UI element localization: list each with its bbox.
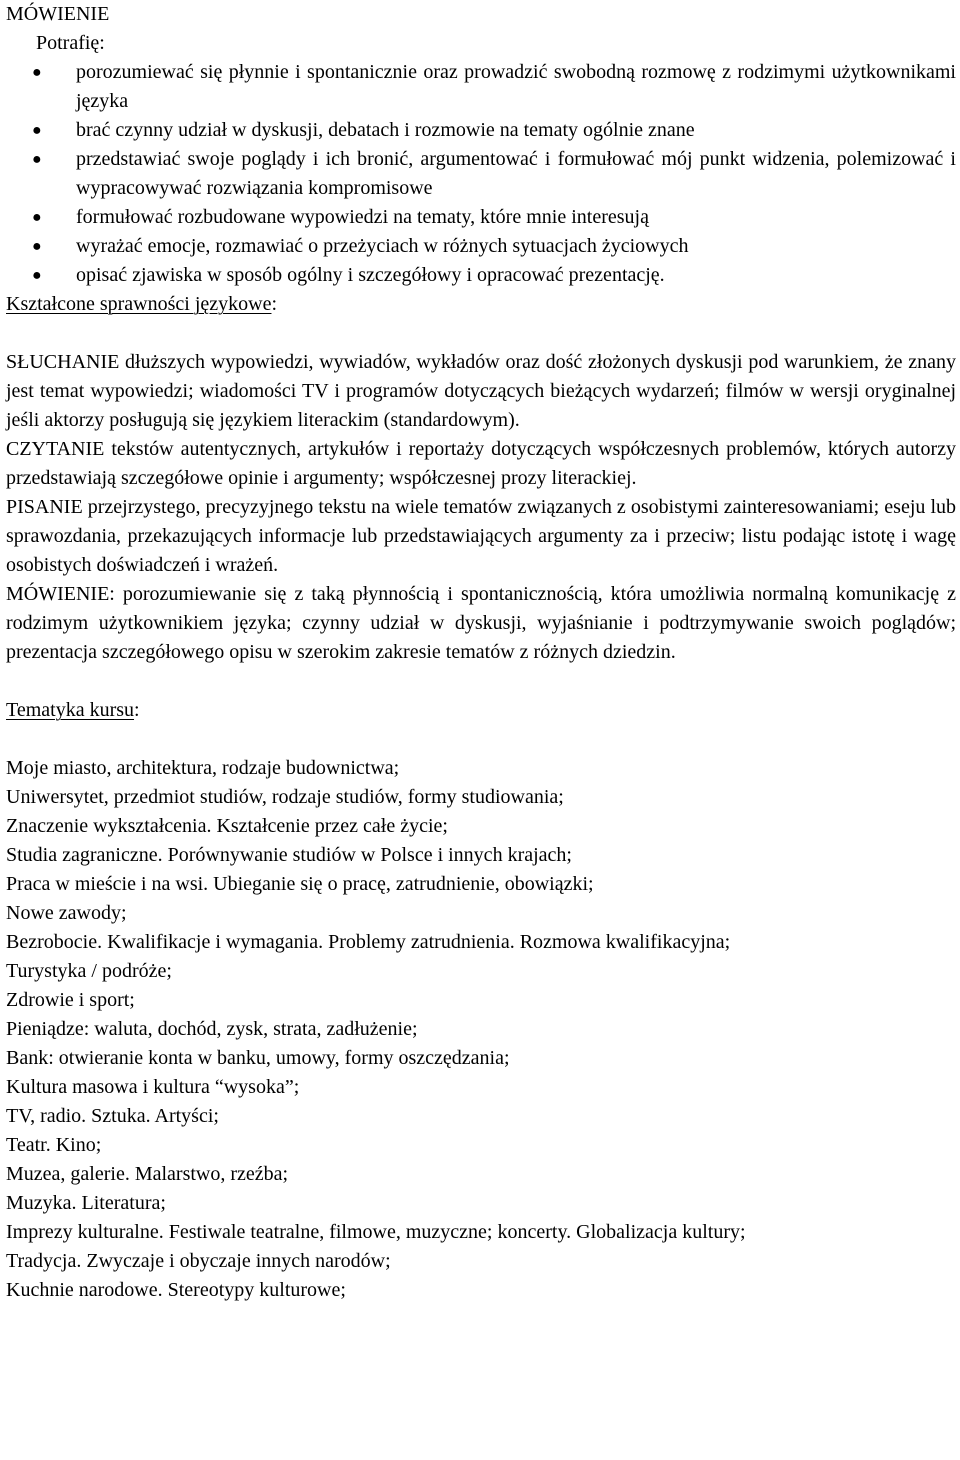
bullet-icon: ● xyxy=(32,122,42,139)
spacer xyxy=(6,319,956,348)
list-item: Uniwersytet, przedmiot studiów, rodzaje studiów, formy studiowania; xyxy=(6,786,564,808)
list-item: Tradycja. Zwyczaje i obyczaje innych narodów; xyxy=(6,1250,391,1272)
spacer xyxy=(6,667,956,696)
bullet-icon: ● xyxy=(32,238,42,255)
list-item: ● przedstawiać swoje poglądy i ich bronić, argumentować i formułować mój punkt widzenia, polemizować i wypracowywać rozwiązania kompromisowe xyxy=(6,145,956,203)
list-item: TV, radio. Sztuka. Artyści; xyxy=(6,1105,219,1127)
list-item: Praca w mieście i na wsi. Ubieganie się o pracę, zatrudnienie, obowiązki; xyxy=(6,873,594,895)
list-item: Bezrobocie. Kwalifikacje i wymagania. Problemy zatrudnienia. Rozmowa kwalifikacyjna; xyxy=(6,931,731,953)
list-item: ● formułować rozbudowane wypowiedzi na tematy, które mnie interesują xyxy=(6,203,956,232)
list-item: Kuchnie narodowe. Stereotypy kulturowe; xyxy=(6,1279,346,1301)
list-item: Teatr. Kino; xyxy=(6,1134,102,1156)
document-page xyxy=(6,0,956,1305)
list-item: Kultura masowa i kultura “wysoka”; xyxy=(6,1076,300,1098)
bullet-icon: ● xyxy=(32,209,42,226)
list-item: Moje miasto, architektura, rodzaje budownictwa; xyxy=(6,757,400,779)
skills-list xyxy=(6,58,956,290)
spacer xyxy=(6,725,956,754)
competency-speaking: MÓWIENIE: porozumiewanie się z taką płynnością i spontanicznością, która umożliwia normalną komunikację z rodzimym użytkownikiem języka; czynny udział w dyskusji, wyjaśnianie i podtrzymywanie swoich poglądów; prezentacja szczegółowego opisu w szerokim zakresie tematów z różnych dziedzin. xyxy=(6,583,956,663)
list-item: ● porozumiewać się płynnie i spontanicznie oraz prowadzić swobodną rozmowę z rodzimymi użytkownikami języka xyxy=(6,58,956,116)
topics-list xyxy=(6,754,956,1305)
list-item: ● opisać zjawiska w sposób ogólny i szczegółowy i opracować prezentację. xyxy=(6,261,956,290)
list-item: Muzea, galerie. Malarstwo, rzeźba; xyxy=(6,1163,289,1185)
list-item: Znaczenie wykształcenia. Kształcenie przez całe życie; xyxy=(6,815,448,837)
list-item: Muzyka. Literatura; xyxy=(6,1192,166,1214)
topics-heading: Tematyka kursu: xyxy=(6,699,140,721)
competency-reading: CZYTANIE tekstów autentycznych, artykułów i reportaży dotyczących współczesnych problemów, których autorzy przedstawiają szczegółowe opinie i argumenty; współczesnej prozy literackiej. xyxy=(6,438,956,489)
list-item: Zdrowie i sport; xyxy=(6,989,135,1011)
bullet-icon: ● xyxy=(32,267,42,284)
list-item: Pieniądze: waluta, dochód, zysk, strata, zadłużenie; xyxy=(6,1018,418,1040)
section-heading: MÓWIENIE xyxy=(6,3,110,25)
list-item: ● brać czynny udział w dyskusji, debatach i rozmowie na tematy ogólnie znane xyxy=(6,116,956,145)
bullet-icon: ● xyxy=(32,64,42,81)
list-item: Turystyka / podróże; xyxy=(6,960,172,982)
competencies-heading: Kształcone sprawności językowe: xyxy=(6,293,278,315)
competency-listening: SŁUCHANIE dłuższych wypowiedzi, wywiadów, wykładów oraz dość złożonych dyskusji pod warunkiem, że znany jest temat wypowiedzi; wiadomości TV i programów dotyczących bieżących wydarzeń; filmów w wersji oryginalnej jeśli aktorzy posługują się językiem literackim (standardowym). xyxy=(6,351,956,431)
list-item: Nowe zawody; xyxy=(6,902,127,924)
list-item: ● wyrażać emocje, rozmawiać o przeżyciach w różnych sytuacjach życiowych xyxy=(6,232,956,261)
bullet-icon: ● xyxy=(32,151,42,168)
section-subheading: Potrafię: xyxy=(36,32,105,54)
list-item: Bank: otwieranie konta w banku, umowy, formy oszczędzania; xyxy=(6,1047,510,1069)
list-item: Studia zagraniczne. Porównywanie studiów w Polsce i innych krajach; xyxy=(6,844,572,866)
list-item: Imprezy kulturalne. Festiwale teatralne, filmowe, muzyczne; koncerty. Globalizacja kultury; xyxy=(6,1221,746,1243)
competency-writing: PISANIE przejrzystego, precyzyjnego tekstu na wiele tematów związanych z osobistymi zainteresowaniami; eseju lub sprawozdania, przekazujących informacje lub przedstawiających argumenty za i przeciw; listu podając istotę i wagę osobistych doświadczeń i wrażeń. xyxy=(6,496,956,576)
